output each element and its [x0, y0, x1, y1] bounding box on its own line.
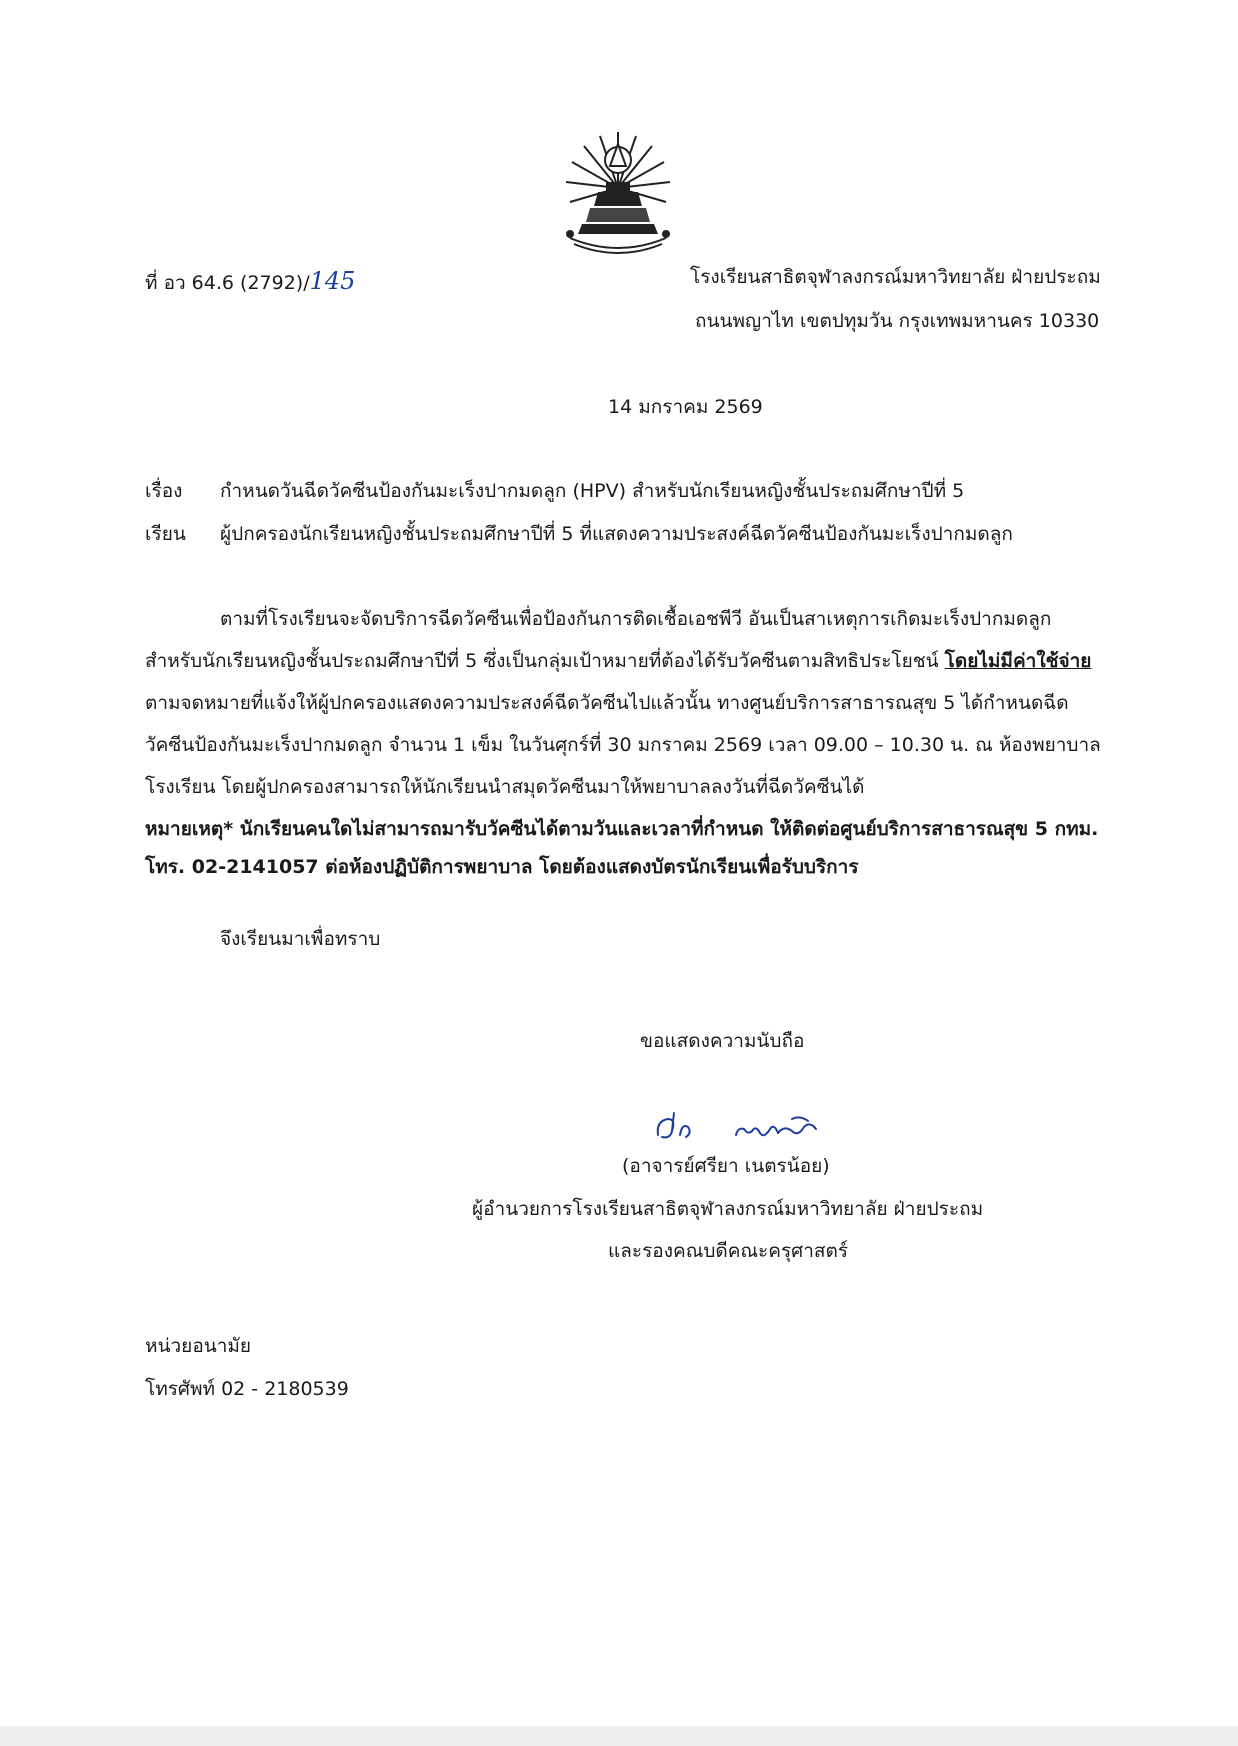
body-line-1: ตามที่โรงเรียนจะจัดบริการฉีดวัคซีนเพื่อป้องกันการติดเชื้อเอชพีวี อันเป็นสาเหตุการเกิดมะเร็งปากมดลูก	[220, 608, 1052, 630]
signatory-position-2: และรองคณบดีคณะครุศาสตร์	[608, 1240, 849, 1262]
footer-unit: หน่วยอนามัย	[145, 1335, 252, 1357]
note-line-1: หมายเหตุ* นักเรียนคนใดไม่สามารถมารับวัคซีนได้ตามวันและเวลาที่กำหนด ให้ติดต่อศูนย์บริการสาธารณสุข 5 กทม.	[145, 818, 1099, 840]
signatory-name: (อาจารย์ศรียา เนตรน้อย)	[622, 1155, 830, 1177]
note-line-2: โทร. 02-2141057 ต่อห้องปฏิบัติการพยาบาล โดยต้องแสดงบัตรนักเรียนเพื่อรับบริการ	[145, 856, 859, 878]
body-line-5: โรงเรียน โดยผู้ปกครองสามารถให้นักเรียนนำสมุดวัคซีนมาให้พยาบาลลงวันที่ฉีดวัคซีนได้	[145, 776, 865, 798]
school-name: โรงเรียนสาธิตจุฬาลงกรณ์มหาวิทยาลัย ฝ่ายประถม	[690, 266, 1101, 288]
school-address: ถนนพญาไท เขตปทุมวัน กรุงเทพมหานคร 10330	[695, 310, 1100, 332]
subject-text: กำหนดวันฉีดวัคซีนป้องกันมะเร็งปากมดลูก (HPV) สำหรับนักเรียนหญิงชั้นประถมศึกษาปีที่ 5	[220, 480, 965, 502]
regards: ขอแสดงความนับถือ	[640, 1030, 805, 1052]
body-line-2: สำหรับนักเรียนหญิงชั้นประถมศึกษาปีที่ 5 ซึ่งเป็นกลุ่มเป้าหมายที่ต้องได้รับวัคซีนตามสิทธิประโยชน์ โดยไม่มีค่าใช้จ่าย	[145, 650, 1092, 672]
closing-line: จึงเรียนมาเพื่อทราบ	[220, 928, 381, 950]
signature-icon	[652, 1105, 832, 1151]
recipient-text: ผู้ปกครองนักเรียนหญิงชั้นประถมศึกษาปีที่ 5 ที่แสดงความประสงค์ฉีดวัคซีนป้องกันมะเร็งปากมดลูก	[220, 523, 1013, 545]
reference-number: ที่ อว 64.6 (2792)/145	[145, 267, 356, 295]
body-line-4: วัคซีนป้องกันมะเร็งปากมดลูก จำนวน 1 เข็ม ในวันศุกร์ที่ 30 มกราคม 2569 เวลา 09.00 – 10.30 น. ณ ห้องพยาบาล	[145, 734, 1101, 756]
no-cost-emphasis: โดยไม่มีค่าใช้จ่าย	[944, 650, 1092, 672]
recipient-label: เรียน	[145, 523, 186, 545]
signatory-position-1: ผู้อำนวยการโรงเรียนสาธิตจุฬาลงกรณ์มหาวิทยาลัย ฝ่ายประถม	[472, 1198, 984, 1220]
subject-label: เรื่อง	[145, 480, 183, 502]
handwritten-number: 145	[309, 267, 356, 295]
university-seal-icon	[562, 126, 674, 262]
footer-phone: โทรศัพท์ 02 - 2180539	[145, 1378, 349, 1400]
scan-bottom-edge	[0, 1726, 1238, 1746]
letter-date: 14 มกราคม 2569	[608, 396, 763, 418]
body-line-3: ตามจดหมายที่แจ้งให้ผู้ปกครองแสดงความประสงค์ฉีดวัคซีนไปแล้วนั้น ทางศูนย์บริการสาธารณสุข 5 ได้กำหนดฉีด	[145, 692, 1069, 714]
